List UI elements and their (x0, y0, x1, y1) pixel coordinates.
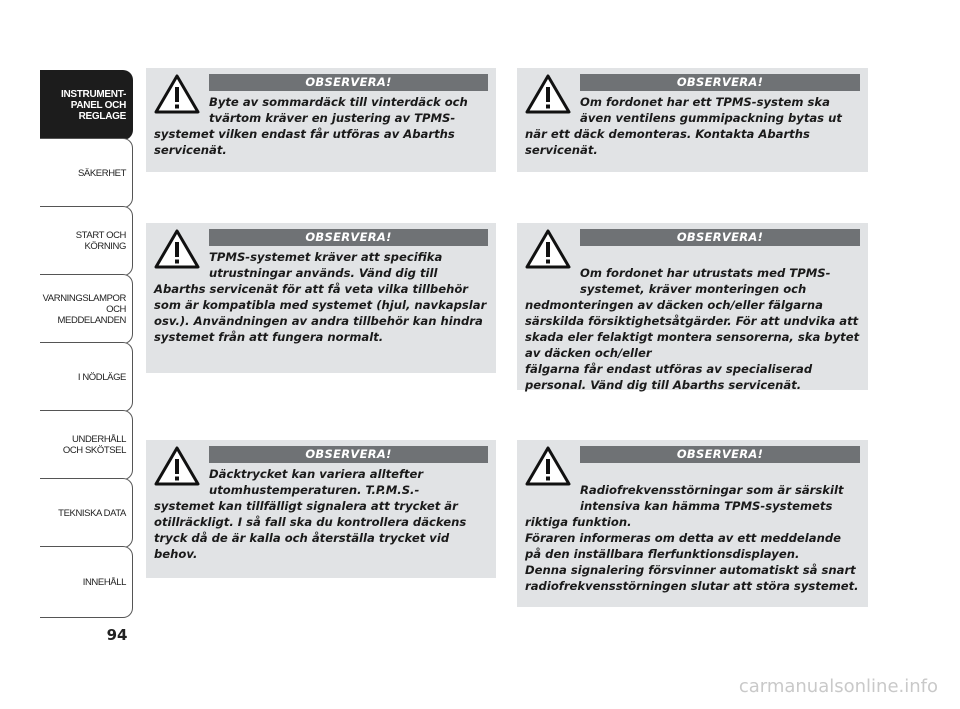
warning-triangle-icon (154, 446, 200, 486)
tab-underhall[interactable]: UNDERHÅLL OCH SKÖTSEL (40, 410, 133, 480)
note-lead-text: TPMS-systemet kräver att specifika utrustningar används. Vänd dig till (209, 250, 443, 280)
warning-note (146, 223, 496, 373)
note-text: när ett däck demonteras. Kontakta Abarths servicenät. (525, 127, 810, 157)
warning-note (517, 223, 868, 390)
note-body (154, 466, 488, 562)
tab-i-nodlage[interactable]: I NÖDLÄGE (40, 342, 133, 412)
note-lead-text: Radiofrekvensstörningar som är särskilt intensiva kan hämma TPMS-systemets (580, 483, 844, 513)
note-header: OBSERVERA! (580, 446, 860, 463)
warning-triangle-icon (154, 229, 200, 269)
note-lead-text: Om fordonet har utrustats med TPMS-systemet, kräver monteringen och (580, 266, 831, 296)
warning-note (146, 68, 496, 172)
note-text: systemet vilken endast får utföras av Abarths servicenät. (154, 127, 455, 157)
warning-note (146, 440, 496, 578)
warning-triangle-icon (525, 229, 571, 269)
note-header: OBSERVERA! (209, 229, 488, 246)
note-body (154, 94, 488, 158)
note-body (154, 249, 488, 345)
note-text: Abarths servicenät för att få veta vilka tillbehör som är kompatibla med systemet (hjul, navkapslar osv.). Användningen av andra tillbehör kan hindra systemet från att fungera normalt. (154, 282, 487, 344)
watermark: carmanualsonline.info (738, 676, 938, 697)
tab-start-och-korning[interactable]: START OCH KÖRNING (40, 206, 133, 276)
warning-note (517, 68, 868, 172)
tab-innehall[interactable]: INNEHÅLL (40, 546, 133, 618)
note-header: OBSERVERA! (209, 74, 488, 91)
tab-tekniska-data[interactable]: TEKNISKA DATA (40, 478, 133, 548)
note-body (525, 466, 860, 594)
warning-note (517, 440, 868, 607)
note-body (525, 249, 860, 393)
warning-triangle-icon (525, 446, 571, 486)
warning-triangle-icon (525, 74, 571, 114)
note-lead-text: Byte av sommardäck till vinterdäck och tvärtom kräver en justering av TPMS- (209, 95, 468, 125)
note-text: riktiga funktion. Föraren informeras om detta av ett meddelande på den inställbara flerfunktionsdisplayen. Denna signalering försvinner automatiskt så snart radiofrekvensstörningen slutar att störa systemet. (525, 515, 859, 593)
note-text: systemet kan tillfälligt signalera att trycket är otillräckligt. I så fall ska du kontrollera däckens tryck då de är kalla och återställa trycket vid behov. (154, 499, 467, 561)
note-header: OBSERVERA! (580, 229, 860, 246)
tab-instrumentpanel[interactable]: INSTRUMENT- PANEL OCH REGLAGE (40, 70, 133, 140)
note-text: nedmonteringen av däcken och/eller fälgarna särskilda försiktighetsåtgärder. För att undvika att skada eler felaktigt montera sensorerna, ska bytet av däcken och/eller fälgarna får endast utföras av specialiserad personal. Vänd dig till Abarths servicenät. (525, 298, 860, 392)
note-header: OBSERVERA! (209, 446, 488, 463)
note-header: OBSERVERA! (580, 74, 860, 91)
note-body (525, 94, 860, 158)
warning-triangle-icon (154, 74, 200, 114)
page-number: 94 (106, 626, 128, 644)
note-lead-text: Däcktrycket kan variera alltefter utomhustemperaturen. T.P.M.S.- (209, 467, 424, 497)
tab-sakerhet[interactable]: SÄKERHET (40, 138, 133, 208)
note-lead-text: Om fordonet har ett TPMS-system ska även ventilens gummipackning bytas ut (580, 95, 842, 125)
tab-varningslampor[interactable]: VARNINGSLAMPOR OCH MEDDELANDEN (40, 274, 133, 344)
